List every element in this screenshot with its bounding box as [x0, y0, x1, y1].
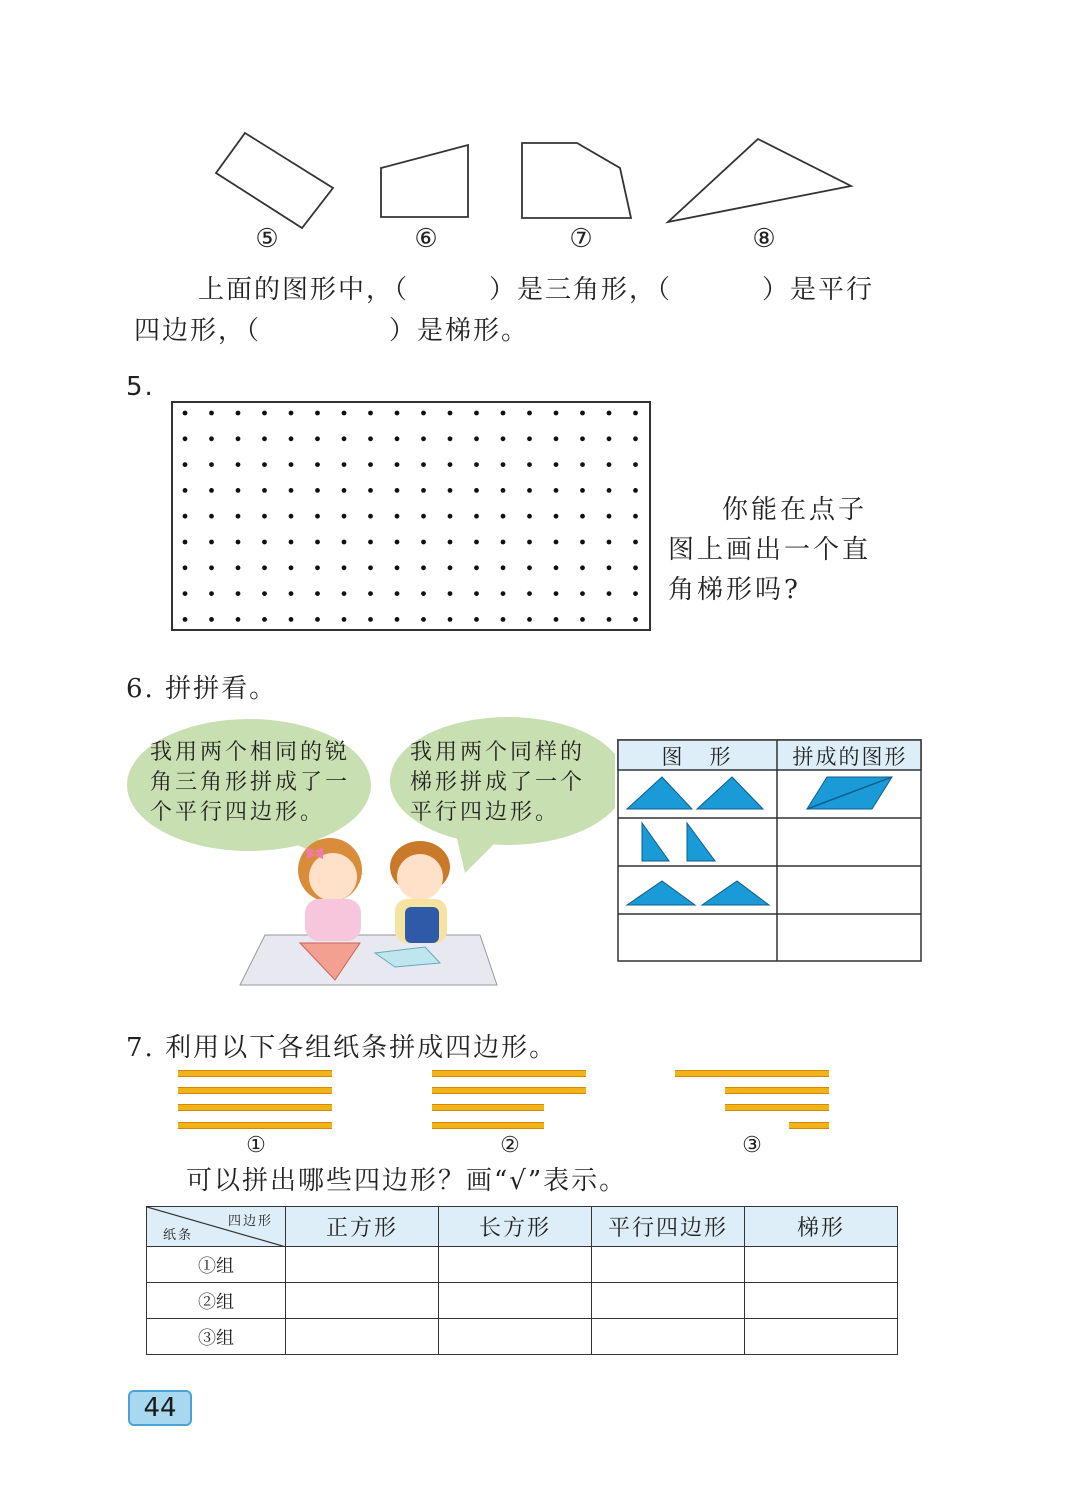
grid-dot [236, 565, 241, 570]
grid-dot [580, 565, 585, 570]
grid-dot [183, 540, 188, 545]
strip-group-label-1: ① [246, 1133, 266, 1158]
grid-dot [421, 617, 426, 622]
grid-dot [395, 436, 400, 441]
q6-table-header-result: 拼成的图形 [792, 745, 908, 769]
grid-dot [262, 436, 267, 441]
dot-grid[interactable] [171, 401, 651, 631]
grid-dot [633, 462, 638, 467]
grid-dot [633, 540, 638, 545]
answer-cell[interactable] [286, 1319, 439, 1355]
grid-dot [607, 591, 612, 596]
shape-6-trapezoid [381, 145, 468, 217]
grid-dot [368, 488, 373, 493]
strip-g1-1 [178, 1070, 332, 1077]
grid-dot [368, 565, 373, 570]
grid-dot [262, 462, 267, 467]
q7-instruction: 可以拼出哪些四边形？画“√”表示。 [186, 1166, 628, 1196]
grid-dot [501, 411, 506, 416]
grid-dot [342, 591, 347, 596]
grid-dot [607, 488, 612, 493]
strip-g3-4 [789, 1122, 829, 1129]
grid-dot [501, 462, 506, 467]
grid-dot [607, 565, 612, 570]
answer-cell[interactable] [745, 1283, 898, 1319]
grid-dot [289, 462, 294, 467]
table-row [147, 1283, 898, 1319]
grid-dot [342, 488, 347, 493]
grid-dot [580, 411, 585, 416]
grid-dot [580, 488, 585, 493]
grid-dot [554, 617, 559, 622]
strip-group-label-3: ③ [742, 1133, 762, 1158]
grid-dot [262, 591, 267, 596]
q4-text-e: ）是梯形。 [389, 316, 530, 346]
grid-dot [289, 488, 294, 493]
grid-dot [342, 617, 347, 622]
grid-dot [554, 411, 559, 416]
grid-dot [209, 591, 214, 596]
grid-dot [448, 591, 453, 596]
grid-dot [395, 462, 400, 467]
grid-dot [474, 591, 479, 596]
grid-dot [527, 591, 532, 596]
q4-text-d: 四边形，（ [134, 316, 262, 346]
strip-group-label-2: ② [500, 1133, 520, 1158]
page-number: 44 [128, 1390, 192, 1426]
q7-table [146, 1206, 898, 1355]
grid-dot [421, 462, 426, 467]
grid-dot [448, 488, 453, 493]
grid-dot [421, 540, 426, 545]
grid-dot [368, 617, 373, 622]
answer-cell[interactable] [286, 1283, 439, 1319]
q5-side-question: 你能在点子图上画出一个直角梯形吗? [668, 495, 872, 605]
grid-dot [342, 436, 347, 441]
answer-cell[interactable] [745, 1319, 898, 1355]
grid-dot [554, 591, 559, 596]
grid-dot [633, 565, 638, 570]
grid-dot [262, 617, 267, 622]
grid-dot [315, 514, 320, 519]
shape-7-trapezoid [522, 143, 631, 218]
grid-dot [580, 436, 585, 441]
grid-dot [236, 462, 241, 467]
grid-dot [474, 488, 479, 493]
grid-dot [315, 617, 320, 622]
grid-dot [209, 462, 214, 467]
q7-heading: 7. 利用以下各组纸条拼成四边形。 [126, 1033, 558, 1063]
grid-dot [527, 617, 532, 622]
grid-dot [315, 565, 320, 570]
col-rectangle: 长方形 [439, 1207, 592, 1247]
grid-dot [395, 617, 400, 622]
col-square: 正方形 [286, 1207, 439, 1247]
col-trapezoid: 梯形 [745, 1207, 898, 1247]
answer-cell[interactable] [745, 1247, 898, 1283]
grid-dot [607, 436, 612, 441]
grid-dot [209, 565, 214, 570]
shapes-figure [0, 120, 1080, 230]
grid-dot [342, 411, 347, 416]
grid-dot [580, 540, 585, 545]
grid-dot [315, 488, 320, 493]
table-surface [240, 935, 497, 985]
grid-dot [607, 514, 612, 519]
grid-dot [368, 436, 373, 441]
grid-dot [209, 488, 214, 493]
grid-dot [183, 411, 188, 416]
grid-dot [342, 565, 347, 570]
grid-dot [289, 591, 294, 596]
grid-dot [315, 436, 320, 441]
grid-dot [236, 591, 241, 596]
grid-dot [342, 462, 347, 467]
q6-heading: 6. 拼拼看。 [126, 674, 278, 704]
grid-dot [527, 411, 532, 416]
grid-dot [501, 436, 506, 441]
grid-dot [633, 488, 638, 493]
q6-table-header-shape: 图 形 [661, 745, 734, 769]
grid-dot [448, 436, 453, 441]
grid-dot [209, 540, 214, 545]
grid-dot [448, 617, 453, 622]
answer-cell[interactable] [439, 1319, 592, 1355]
grid-dot [421, 565, 426, 570]
grid-dot [315, 462, 320, 467]
q6-table [617, 739, 922, 962]
grid-dot [580, 462, 585, 467]
grid-dot [395, 488, 400, 493]
shape-label-7: ⑦ [569, 224, 593, 254]
grid-dot [474, 411, 479, 416]
grid-dot [368, 591, 373, 596]
grid-dot [421, 514, 426, 519]
grid-dot [474, 462, 479, 467]
grid-dot [315, 591, 320, 596]
grid-dot [474, 565, 479, 570]
answer-cell[interactable] [592, 1319, 745, 1355]
grid-dot [474, 514, 479, 519]
strip-g3-1 [675, 1070, 829, 1077]
boy-face [397, 854, 443, 900]
grid-dot [342, 540, 347, 545]
girl-face [309, 853, 357, 901]
grid-dot [395, 411, 400, 416]
grid-dot [474, 540, 479, 545]
grid-dot [395, 514, 400, 519]
bubble-left-text: 我用两个相同的锐角三角形拼成了一个平行四边形。 [150, 740, 351, 825]
table-row [147, 1319, 898, 1355]
grid-dot [554, 565, 559, 570]
q4-text-a: 上面的图形中，（ [198, 275, 410, 305]
table-row [147, 1247, 898, 1283]
strip-g1-4 [178, 1122, 332, 1129]
grid-dot [209, 436, 214, 441]
grid-dot [236, 436, 241, 441]
grid-dot [236, 514, 241, 519]
grid-dot [289, 411, 294, 416]
q5-number: 5. [126, 372, 155, 402]
grid-dot [209, 617, 214, 622]
grid-dot [501, 617, 506, 622]
answer-cell[interactable] [592, 1283, 745, 1319]
grid-dot [183, 514, 188, 519]
grid-dot [607, 411, 612, 416]
grid-dot [527, 565, 532, 570]
q7-diagonal-header [147, 1207, 286, 1247]
grid-dot [183, 617, 188, 622]
grid-dot [501, 565, 506, 570]
diag-top-label: 四边形 [227, 1214, 273, 1229]
strip-g3-2 [725, 1087, 829, 1094]
grid-dot [421, 411, 426, 416]
strip-g1-3 [178, 1104, 332, 1111]
grid-dot [633, 411, 638, 416]
grid-dot [580, 591, 585, 596]
grid-dot [501, 540, 506, 545]
strip-g2-4 [432, 1122, 544, 1129]
grid-dot [342, 514, 347, 519]
grid-dot [527, 514, 532, 519]
grid-dot [262, 411, 267, 416]
grid-dot [554, 436, 559, 441]
grid-dot [421, 436, 426, 441]
q4-text-c: ）是平行 [762, 275, 875, 305]
diag-bottom-label: 纸条 [163, 1228, 194, 1243]
grid-dot [395, 565, 400, 570]
grid-dot [607, 617, 612, 622]
grid-dot [262, 514, 267, 519]
grid-dot [554, 488, 559, 493]
grid-dot [395, 591, 400, 596]
shape-5-rectangle [216, 133, 333, 228]
q4-line2 [134, 311, 529, 351]
grid-dot [289, 540, 294, 545]
grid-dot [183, 462, 188, 467]
grid-dot [289, 514, 294, 519]
shape-label-8: ⑧ [752, 224, 776, 254]
grid-dot [315, 411, 320, 416]
grid-dot [262, 540, 267, 545]
grid-dot [236, 488, 241, 493]
grid-dot [554, 462, 559, 467]
grid-dot [183, 436, 188, 441]
grid-dot [289, 565, 294, 570]
strip-g3-3 [725, 1104, 829, 1111]
strip-g2-2 [432, 1087, 586, 1094]
grid-dot [368, 514, 373, 519]
strip-g2-1 [432, 1070, 586, 1077]
grid-dot [448, 565, 453, 570]
grid-dot [633, 617, 638, 622]
grid-dot [607, 540, 612, 545]
girl-body [305, 899, 361, 941]
grid-dot [183, 488, 188, 493]
grid-dot [580, 514, 585, 519]
grid-dot [236, 411, 241, 416]
boy-overalls [405, 907, 439, 943]
grid-dot [236, 540, 241, 545]
grid-dot [607, 462, 612, 467]
q7-table-header-row [147, 1207, 898, 1247]
grid-dot [527, 462, 532, 467]
grid-dot [368, 411, 373, 416]
grid-dot [527, 540, 532, 545]
col-parallelogram: 平行四边形 [592, 1207, 745, 1247]
grid-dot [183, 591, 188, 596]
grid-dot [448, 540, 453, 545]
grid-dot [315, 540, 320, 545]
grid-dot [209, 411, 214, 416]
strip-g1-2 [178, 1087, 332, 1094]
grid-dot [527, 488, 532, 493]
grid-dot [633, 436, 638, 441]
shape-8-triangle [668, 139, 851, 222]
bubble-right-text: 我用两个同样的梯形拼成了一个平行四边形。 [410, 740, 586, 825]
grid-dot [289, 617, 294, 622]
children-illustration [235, 835, 500, 995]
grid-dot [262, 565, 267, 570]
shape-label-6: ⑥ [414, 224, 438, 254]
grid-dot [527, 436, 532, 441]
answer-cell[interactable] [592, 1247, 745, 1283]
grid-dot [368, 462, 373, 467]
grid-dot [474, 617, 479, 622]
grid-dot [633, 591, 638, 596]
grid-dot [421, 591, 426, 596]
grid-dot [580, 617, 585, 622]
grid-dot [554, 514, 559, 519]
grid-dot [448, 411, 453, 416]
row-label-1: ①组 [147, 1247, 286, 1283]
grid-dot [183, 565, 188, 570]
grid-dot [633, 514, 638, 519]
grid-dot [368, 540, 373, 545]
q4-line1 [198, 270, 874, 310]
grid-dot [501, 591, 506, 596]
strip-g2-3 [432, 1104, 544, 1111]
grid-dot [474, 436, 479, 441]
answer-cell[interactable] [439, 1247, 592, 1283]
grid-dot [262, 488, 267, 493]
grid-dot [395, 540, 400, 545]
grid-dot [501, 488, 506, 493]
shape-label-5: ⑤ [255, 224, 279, 254]
grid-dot [448, 462, 453, 467]
row-label-2: ②组 [147, 1283, 286, 1319]
answer-cell[interactable] [439, 1283, 592, 1319]
grid-dot [236, 617, 241, 622]
dot-grid-dots [173, 403, 649, 629]
grid-dot [421, 488, 426, 493]
row-label-3: ③组 [147, 1319, 286, 1355]
grid-dot [501, 514, 506, 519]
grid-dot [209, 514, 214, 519]
answer-cell[interactable] [286, 1247, 439, 1283]
grid-dot [448, 514, 453, 519]
grid-dot [554, 540, 559, 545]
q4-text-b: ）是三角形，（ [489, 275, 673, 305]
grid-dot [289, 436, 294, 441]
